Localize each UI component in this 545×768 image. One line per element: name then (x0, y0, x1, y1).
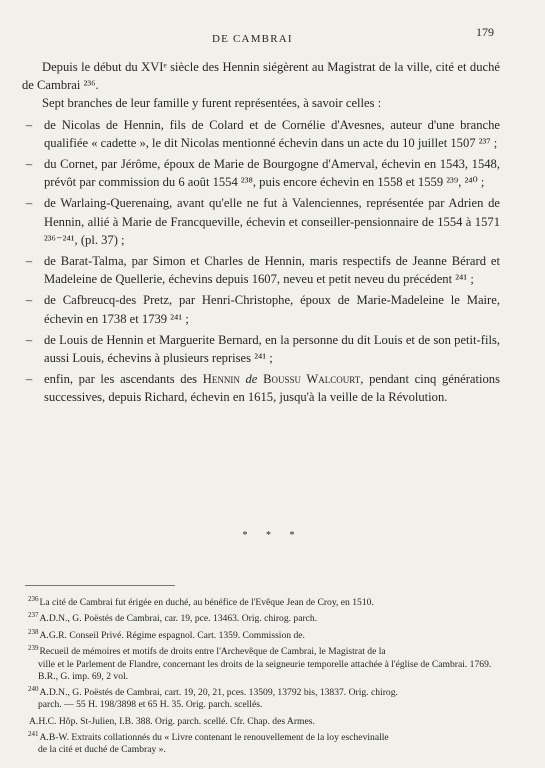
dash-marker: – (25, 372, 33, 387)
list-item-text-start: enfin, par les ascendants des (44, 372, 203, 387)
list-item (22, 331, 500, 367)
list-item (22, 291, 500, 327)
list-item-text: de Nicolas de Hennin, fils de Colard et de Cornélie d'Avesnes, auteur d'une branche qualifiée « cadette », le dit Nicolas mentionné échevin dans un acte du 10 juillet 1507 ²³⁷ ; (44, 117, 500, 150)
family-name-smallcaps: Boussu Walcourt (263, 372, 361, 387)
footnote-mark: 239 (28, 644, 39, 653)
running-head: DE CAMBRAI (212, 33, 293, 45)
branches-list (22, 116, 500, 407)
page-number: 179 (476, 25, 494, 39)
dash-marker: – (25, 196, 33, 211)
dash-marker: – (25, 157, 33, 172)
family-name-smallcaps: Hennin (202, 372, 240, 387)
dash-marker: – (25, 332, 33, 347)
list-item (22, 194, 500, 249)
footnote-mark: 238 (28, 627, 39, 636)
footnote (28, 712, 506, 728)
footnote-mark: 236 (28, 595, 39, 603)
list-item-text: de Cafbreucq-des Pretz, par Henri-Christophe, époux de Marie-Madeleine le Maire, échevin en 1738 et 1739 ²⁴¹ ; (44, 293, 500, 326)
footnotes (28, 593, 506, 757)
dash-marker: – (25, 293, 33, 308)
list-item (22, 370, 500, 406)
footnote-text: Recueil de mémoires et motifs de droits entre l'Archevêque de Cambrai, le Magistrat de la (39, 646, 386, 658)
footnote-rule (25, 585, 175, 586)
footnote (28, 593, 506, 609)
footnote-continuation: de la cité et duché de Cambray ». (38, 744, 166, 756)
footnote-mark: 241 (28, 729, 39, 738)
list-item-text: de Louis de Hennin et Marguerite Bernard, en la personne du dit Louis et de son petit-fils, aussi Louis, échevins à plusieurs reprises ²⁴¹ ; (44, 332, 500, 366)
footnote (28, 626, 506, 642)
body-text (22, 58, 500, 407)
section-separator: * * * (242, 530, 303, 541)
intro-list-lead: Sept branches de leur famille y furent représentées, à savoir celles : (42, 96, 382, 111)
list-item (22, 155, 500, 191)
footnote-text: A.D.N., G. Poëstés de Cambrai, cart. 19, 20, 21, pces. 13509, 13792 bis, 13837. Orig. chirog. (39, 687, 398, 699)
list-item-text-end: , pendant cinq générations successives, depuis Richard, échevin en 1615, jusqu'à la veille de la Révolution. (44, 372, 500, 405)
footnote (28, 728, 506, 744)
footnote (28, 683, 506, 699)
intro-paragraph: Depuis le début du XVIᵉ siècle des Hennin siégèrent au Magistrat de la ville, cité et duché de Cambrai ²³⁶. (22, 60, 500, 93)
list-item (22, 252, 500, 288)
list-item (22, 116, 500, 152)
list-item-text: du Cornet, par Jérôme, époux de Marie de Bourgogne d'Amerval, échevin en 1543, 1548, prévôt par commission du 6 août 1554 ²³⁸, puis encore échevin en 1558 et 1559 ²³⁹, ²⁴⁰ ; (44, 157, 500, 190)
particle-de: de (239, 372, 264, 387)
dash-marker: – (25, 254, 33, 269)
footnote-text: A.G.R. Conseil Privé. Régime espagnol. Cart. 1359. Commission de. (39, 629, 305, 641)
dash-marker: – (25, 117, 33, 132)
footnote-text: A.B-W. Extraits collationnés du « Livre contenant le renouvellement de la loy eschevinalle (39, 732, 389, 744)
footnote (28, 642, 506, 658)
footnote-text: La cité de Cambrai fut érigée en duché, au bénéfice de l'Evêque Jean de Croy, en 1510. (39, 597, 374, 609)
footnote-text: A.H.C. Hôp. St-Julien, I.B. 388. Orig. parch. scellé. Cfr. Chap. des Armes. (29, 715, 315, 727)
footnote-text: A.D.N., G. Poëstés de Cambrai, car. 19, pce. 13463. Orig. chirog. parch. (39, 613, 318, 625)
footnote-continuation: ville et le Parlement de Flandre, concernant les droits de la seigneurie temporelle attachée à l'église de Cambrai. 1769. B.R., G. imp. 69, 2 vol. (38, 658, 492, 682)
footnote-mark: 237 (28, 611, 39, 620)
list-item-text: de Warlaing-Querenaing, avant qu'elle ne fut à Valenciennes, représentée par Adrien de Hennin, allié à Marie de Francqueville, échevin et conseiller-pensionnaire de 1554 à 1571 ²³⁶⁻²⁴¹, (pl. 37) ; (44, 196, 500, 247)
footnote (28, 609, 506, 625)
footnote-mark: 240 (28, 684, 39, 693)
list-item-text: de Barat-Talma, par Simon et Charles de Hennin, maris respectifs de Jeanne Bérard et Madeleine de Quellerie, échevins depuis 1607, neveu et petit neveu du précédent ²⁴¹ ; (44, 254, 500, 287)
footnote-continuation: parch. — 55 H. 198/3898 et 65 H. 35. Orig. parch. scellés. (38, 699, 263, 711)
